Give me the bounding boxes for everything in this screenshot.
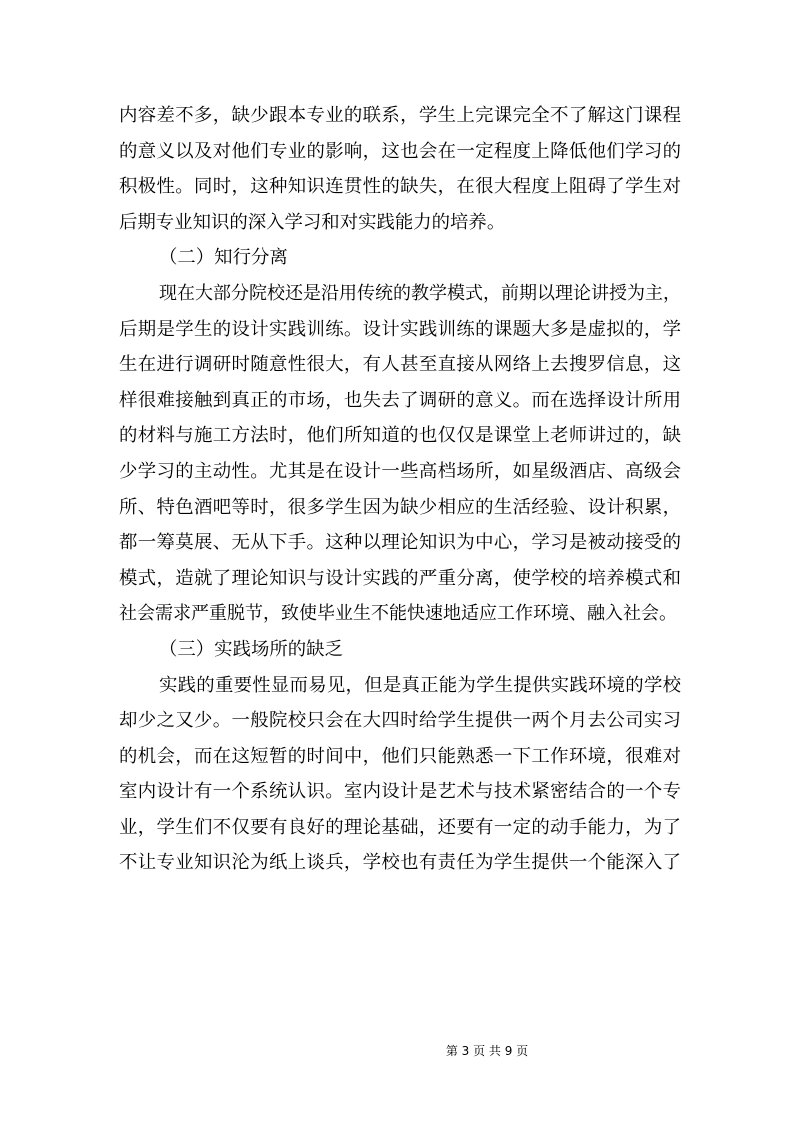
body-line: 积极性。同时，这种知识连贯性的缺失，在很大程度上阻碍了学生对 xyxy=(119,176,681,198)
body-line: 所、特色酒吧等时，很多学生因为缺少相应的生活经验、设计积累， xyxy=(119,496,681,518)
body-line: 少学习的主动性。尤其是在设计一些高档场所，如星级酒店、高级会 xyxy=(119,460,681,482)
body-line: 模式，造就了理论知识与设计实践的严重分离，使学校的培养模式和 xyxy=(119,567,681,589)
body-line: 的机会，而在这短暂的时间中，他们只能熟悉一下工作环境，很难对 xyxy=(119,745,681,767)
body-line: 实践的重要性显而易见，但是真正能为学生提供实践环境的学校 xyxy=(159,674,681,696)
body-line: 现在大部分院校还是沿用传统的教学模式，前期以理论讲授为主， xyxy=(159,282,681,304)
body-line: 生在进行调研时随意性很大，有人甚至直接从网络上去搜罗信息，这 xyxy=(119,354,681,376)
body-line: 内容差不多，缺少跟本专业的联系，学生上完课完全不了解这门课程 xyxy=(119,105,681,126)
body-line: 的材料与施工方法时，他们所知道的也仅仅是课堂上老师讲过的，缺 xyxy=(119,425,681,447)
body-line: 不让专业知识沦为纸上谈兵，学校也有责任为学生提供一个能深入了 xyxy=(119,852,681,874)
page-number-footer: 第 3 页 共 9 页 xyxy=(445,1044,529,1058)
section-heading: （三）实践场所的缺乏 xyxy=(159,638,343,660)
body-line: 样很难接触到真正的市场，也失去了调研的意义。而在选择设计所用 xyxy=(119,389,681,411)
document-body xyxy=(119,98,681,881)
body-line: 都一筹莫展、无从下手。这种以理论知识为中心，学习是被动接受的 xyxy=(119,532,681,554)
body-line: 社会需求严重脱节，致使毕业生不能快速地适应工作环境、融入社会。 xyxy=(119,603,677,625)
section-heading: （二）知行分离 xyxy=(159,247,288,269)
body-line: 的意义以及对他们专业的影响，这也会在一定程度上降低他们学习的 xyxy=(119,140,681,162)
body-line: 室内设计有一个系统认识。室内设计是艺术与技术紧密结合的一个专 xyxy=(119,781,681,803)
body-line: 却少之又少。一般院校只会在大四时给学生提供一两个月去公司实习 xyxy=(119,710,681,732)
body-line: 业，学生们不仅要有良好的理论基础，还要有一定的动手能力，为了 xyxy=(119,816,681,838)
body-line: 后期专业知识的深入学习和对实践能力的培养。 xyxy=(119,211,506,233)
body-line: 后期是学生的设计实践训练。设计实践训练的课题大多是虚拟的，学 xyxy=(119,318,681,340)
